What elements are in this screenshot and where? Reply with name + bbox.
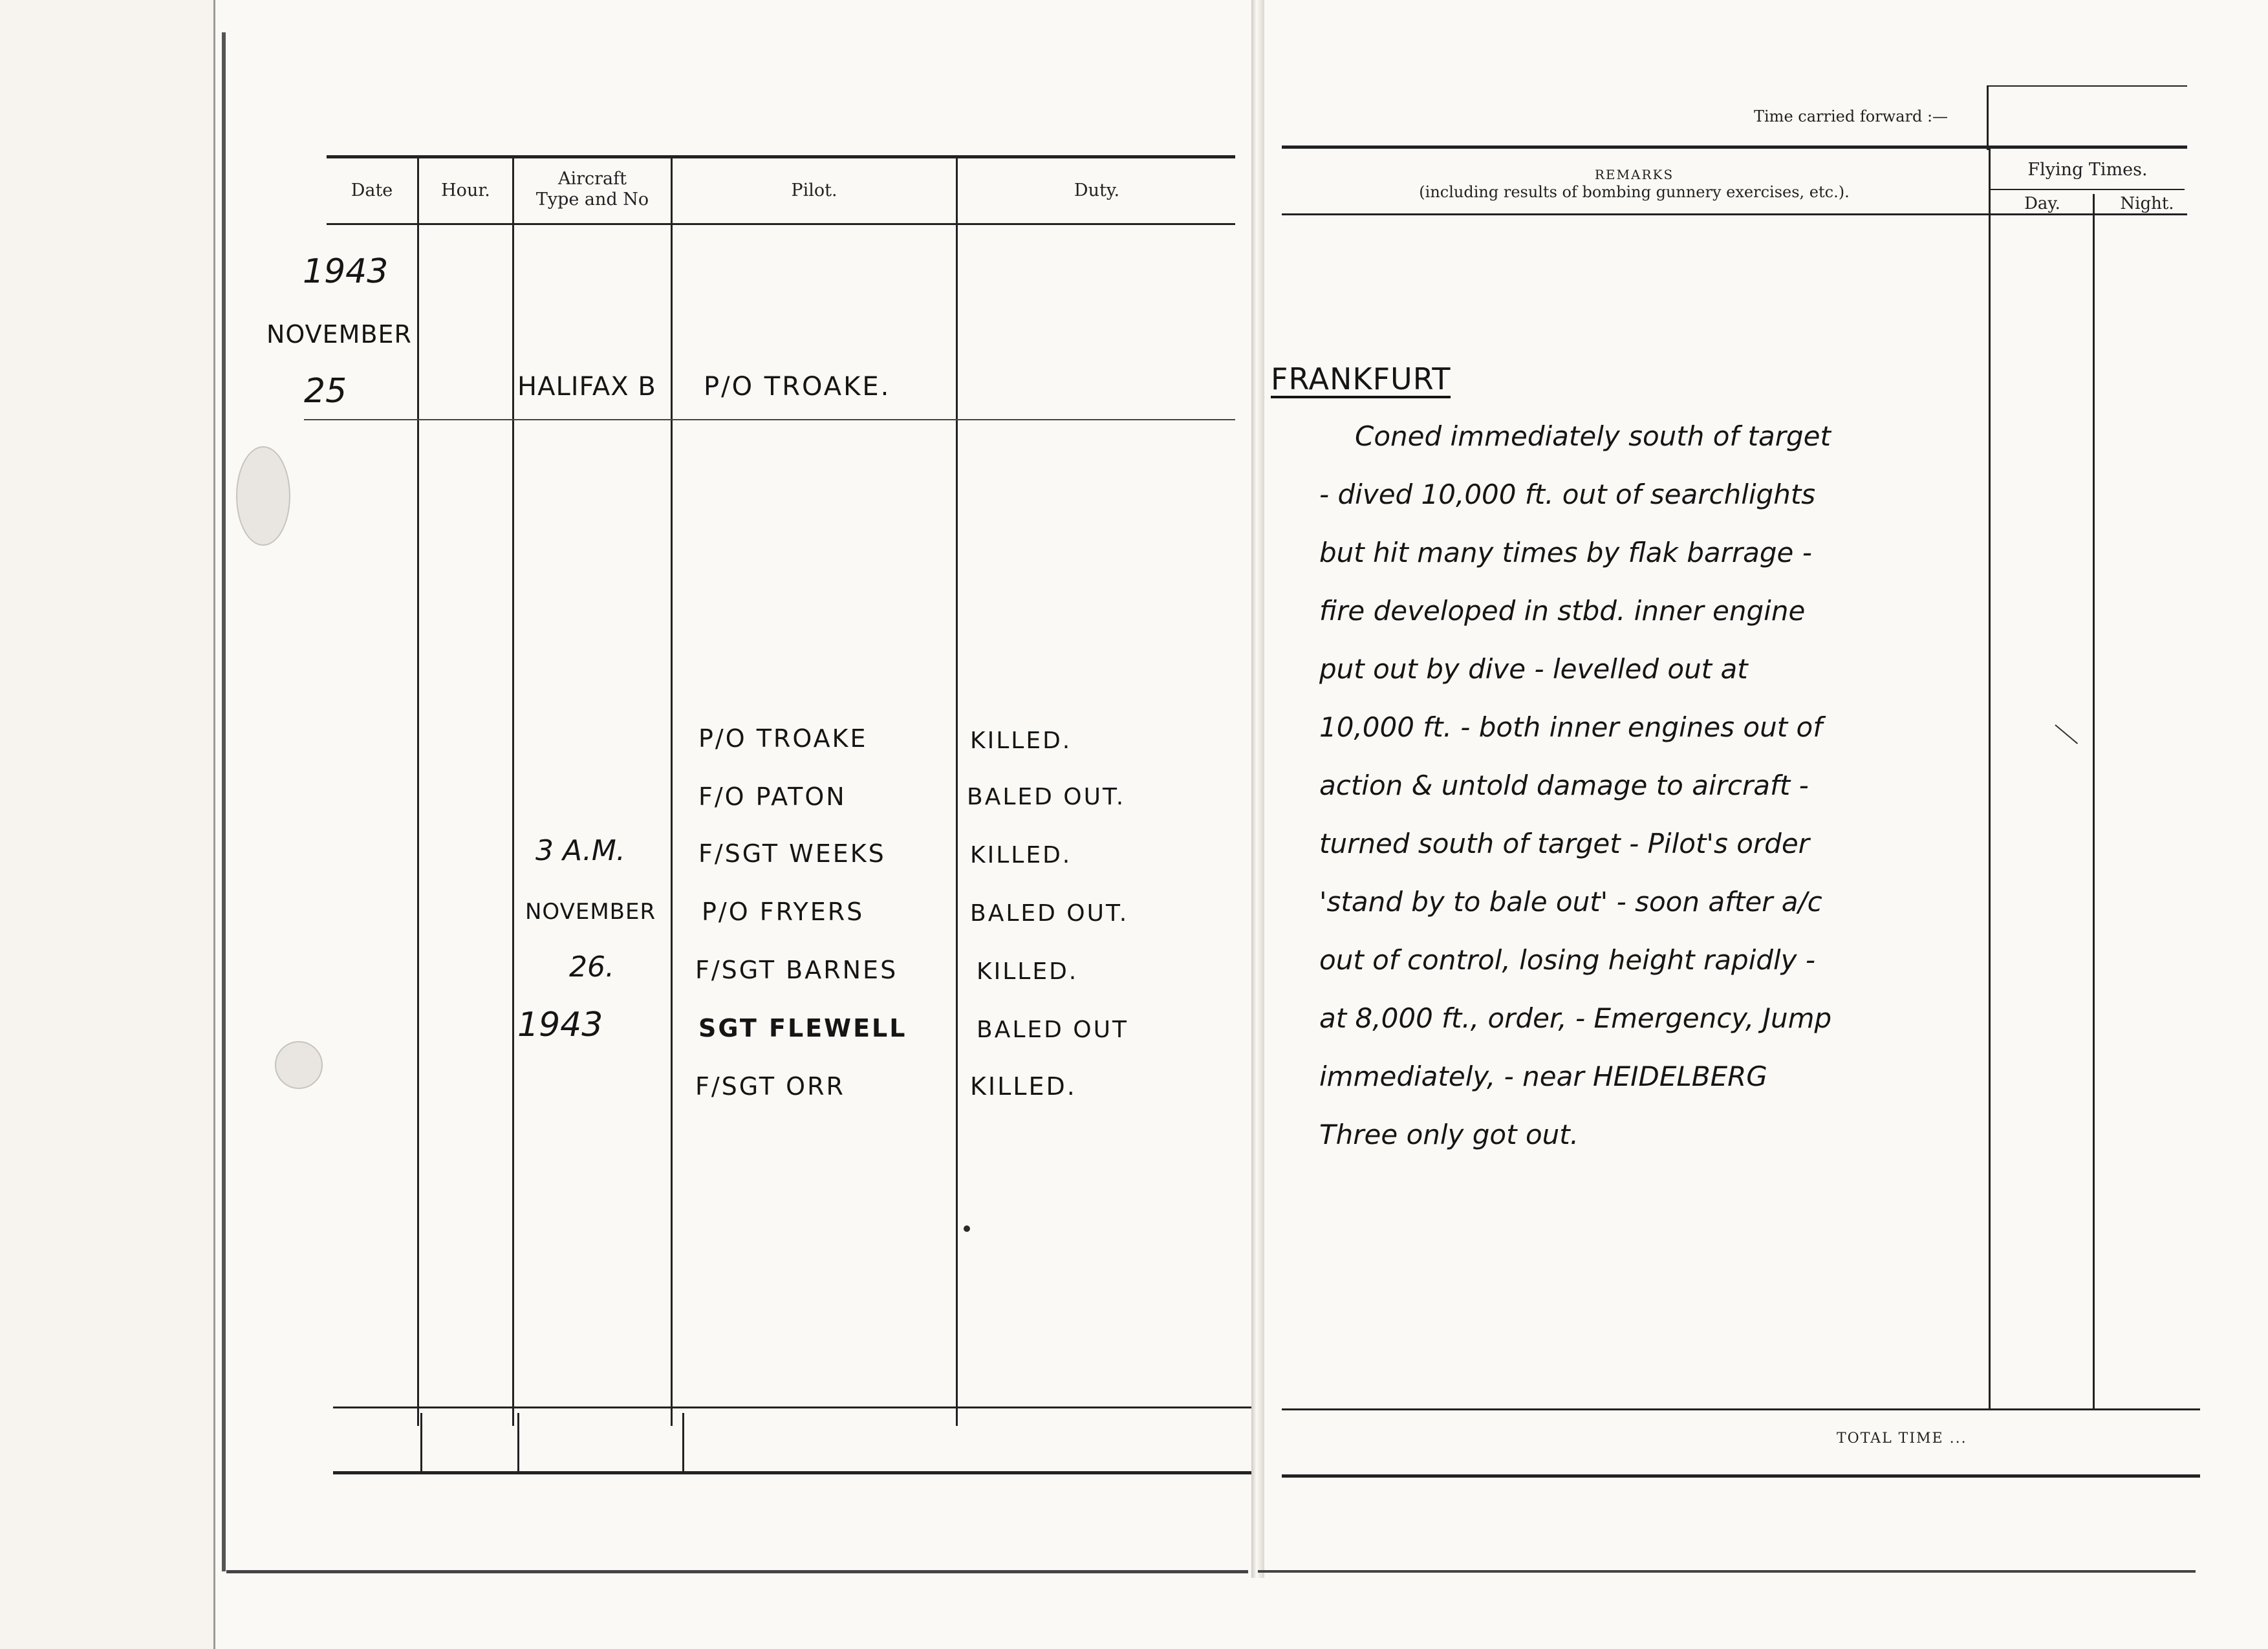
punched-hole-top	[236, 446, 290, 546]
left-footer-rule-1	[333, 1406, 1251, 1408]
left-footer-rule-2	[333, 1471, 1251, 1474]
column-divider-pilot	[956, 158, 958, 1426]
remark-line-3: but hit many times by flak barrage -	[1319, 537, 1812, 568]
total-time-label: TOTAL TIME ...	[1837, 1430, 1967, 1447]
left-page	[213, 0, 1264, 1649]
crew-duty-2: BALED OUT.	[967, 784, 1126, 810]
crew-name-1: P/O TROAKE	[698, 724, 868, 753]
column-divider-day-night	[2093, 194, 2095, 1410]
column-divider-hour	[512, 158, 514, 1426]
remark-line-4: fire developed in stbd. inner engine	[1319, 595, 1806, 627]
remark-line-11: at 8,000 ft., order, - Emergency, Jump	[1319, 1002, 1832, 1034]
remark-line-12: immediately, - near HEIDELBERG	[1319, 1061, 1767, 1092]
remark-line-9: 'stand by to bale out' - soon after a/c	[1319, 886, 1822, 918]
header-duty: Duty.	[1074, 180, 1120, 200]
header-day: Day.	[2024, 194, 2060, 213]
remark-line-10: out of control, losing height rapidly -	[1319, 944, 1815, 976]
punched-hole-bottom	[275, 1041, 323, 1089]
left-page-edge	[222, 32, 226, 1571]
header-flying-times: Flying Times.	[2027, 160, 2148, 180]
left-page-bottom-edge	[226, 1570, 1248, 1573]
crew-name-2: F/O PATON	[698, 782, 847, 811]
carried-forward-divider	[1987, 85, 1989, 150]
entry-target: FRANKFURT	[1271, 362, 1451, 398]
header-remarks-line1: REMARKS	[1594, 167, 1674, 182]
crew-name-6: SGT FLEWELL	[698, 1014, 907, 1042]
crew-name-3: F/SGT WEEKS	[698, 839, 886, 868]
left-header-bottom-rule	[327, 223, 1235, 225]
crew-name-4: P/O FRYERS	[702, 898, 865, 926]
column-divider-aircraft	[671, 158, 673, 1426]
header-aircraft-line1: Aircraft	[557, 169, 627, 189]
time-note-day: 26.	[569, 951, 614, 984]
right-page-bottom-edge	[1258, 1570, 2196, 1573]
entry-pilot: P/O TROAKE.	[704, 372, 891, 402]
crew-name-7: F/SGT ORR	[695, 1072, 845, 1101]
entry-year: 1943	[303, 252, 389, 291]
right-header-bottom-rule	[1282, 213, 2187, 215]
entry-day: 25	[304, 372, 347, 411]
crew-duty-6: BALED OUT	[977, 1017, 1129, 1043]
left-header-top-rule	[327, 155, 1235, 158]
remark-line-6: 10,000 ft. - both inner engines out of	[1319, 711, 1823, 743]
right-header-top-rule	[1282, 146, 2187, 149]
remark-line-7: action & untold damage to aircraft -	[1319, 770, 1809, 801]
column-divider-date	[417, 158, 419, 1426]
footer-divider-2	[517, 1413, 519, 1474]
footer-divider-1	[420, 1413, 422, 1474]
remark-line-13: Three only got out.	[1319, 1119, 1579, 1150]
footer-divider-3	[682, 1413, 684, 1474]
header-remarks-line2: (including results of bombing gunnery exercises, etc.).	[1419, 183, 1850, 201]
header-night: Night.	[2120, 194, 2174, 213]
remark-line-2: - dived 10,000 ft. out of searchlights	[1319, 479, 1816, 510]
right-footer-rule-2	[1282, 1474, 2200, 1478]
remark-line-5: put out by dive - levelled out at	[1319, 653, 1748, 685]
carried-forward-top-rule	[1987, 85, 2187, 87]
time-carried-forward-label: Time carried forward :—	[1754, 107, 1949, 125]
crew-duty-4: BALED OUT.	[970, 900, 1129, 927]
time-note-year: 1943	[517, 1006, 603, 1044]
entry-underline	[304, 419, 1235, 420]
remark-line-1: Coned immediately south of target	[1355, 420, 1831, 452]
right-footer-rule-1	[1282, 1408, 2200, 1410]
header-hour: Hour.	[441, 180, 490, 200]
crew-name-5: F/SGT BARNES	[695, 956, 898, 984]
header-date: Date	[351, 180, 393, 200]
entry-aircraft: HALIFAX B	[517, 372, 656, 402]
ink-dot	[964, 1225, 970, 1232]
crew-duty-3: KILLED.	[970, 842, 1072, 868]
book-spine	[1251, 0, 1264, 1578]
crew-duty-7: KILLED.	[970, 1072, 1077, 1101]
crew-duty-1: KILLED.	[970, 727, 1072, 754]
remark-line-8: turned south of target - Pilot's order	[1319, 828, 1809, 859]
time-note-time: 3 A.M.	[535, 834, 625, 867]
header-aircraft-line2: Type and No	[535, 189, 649, 210]
header-pilot: Pilot.	[791, 180, 837, 200]
entry-month: NOVEMBER	[266, 320, 412, 349]
flying-times-split-rule	[1991, 189, 2185, 190]
crew-duty-5: KILLED.	[977, 958, 1079, 985]
right-page	[1262, 0, 2268, 1649]
time-note-month: NOVEMBER	[525, 899, 656, 925]
